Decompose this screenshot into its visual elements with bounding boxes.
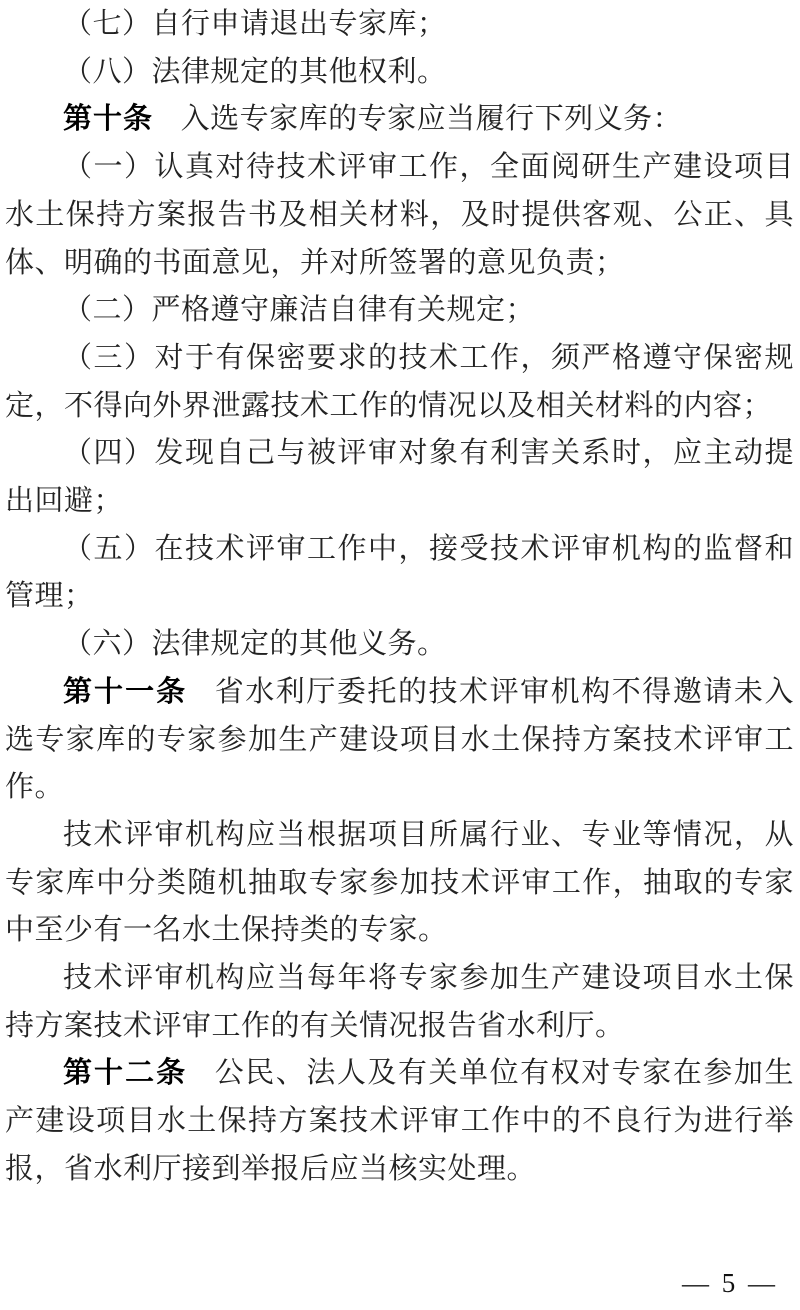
duty-item-3 [5, 335, 794, 430]
article-11-text: 省水利厅委托的技术评审机构不得邀请未入选专家库的专家参加生产建设项目水土保持方案技术评审工作。 [5, 675, 794, 804]
duty-item-6 [5, 621, 794, 669]
duty-item-4 [5, 430, 794, 525]
duty-item-5 [5, 526, 794, 621]
article-11-paragraph-2 [5, 812, 794, 955]
duty-item-1 [5, 144, 794, 287]
article-12 [5, 1050, 794, 1193]
clause-text: 技术评审机构应当根据项目所属行业、专业等情况，从专家库中分类随机抽取专家参加技术评审工作，抽取的专家中至少有一名水土保持类的专家。 [5, 818, 794, 947]
article-12-number: 第十二条 [63, 1057, 188, 1090]
page-number: — 5 — [682, 1268, 778, 1298]
clause-text: （二）严格遵守廉洁自律有关规定； [63, 294, 536, 327]
article-11 [5, 669, 794, 812]
clause-text: （五）在技术评审工作中，接受技术评审机构的监督和管理； [5, 532, 794, 613]
clause-item-8 [5, 49, 794, 97]
article-10-text: 入选专家库的专家应当履行下列义务： [180, 103, 683, 136]
article-11-number: 第十一条 [63, 675, 188, 708]
article-11-paragraph-3 [5, 955, 794, 1050]
clause-text: 技术评审机构应当每年将专家参加生产建设项目水土保持方案技术评审工作的有关情况报告省水利厅。 [5, 962, 794, 1042]
document-body [5, 1, 794, 1194]
clause-text: （四）发现自己与被评审对象有利害关系时，应主动提出回避； [5, 437, 794, 518]
clause-text: （八）法律规定的其他权利。 [63, 55, 447, 88]
article-10-number: 第十条 [63, 103, 154, 136]
clause-item-7 [5, 1, 794, 49]
clause-text: （七）自行申请退出专家库； [63, 8, 447, 40]
clause-text: （六）法律规定的其他义务。 [63, 628, 447, 661]
article-10 [5, 96, 794, 144]
clause-text: （三）对于有保密要求的技术工作，须严格遵守保密规定，不得向外界泄露技术工作的情况以及相关材料的内容； [5, 341, 794, 422]
duty-item-2 [5, 287, 794, 335]
article-12-text: 公民、法人及有关单位有权对专家在参加生产建设项目水土保持方案技术评审工作中的不良行为进行举报，省水利厅接到举报后应当核实处理。 [5, 1057, 794, 1185]
clause-text: （一）认真对待技术评审工作，全面阅研生产建设项目水土保持方案报告书及相关材料，及时提供客观、公正、具体、明确的书面意见，并对所签署的意见负责； [5, 151, 794, 279]
